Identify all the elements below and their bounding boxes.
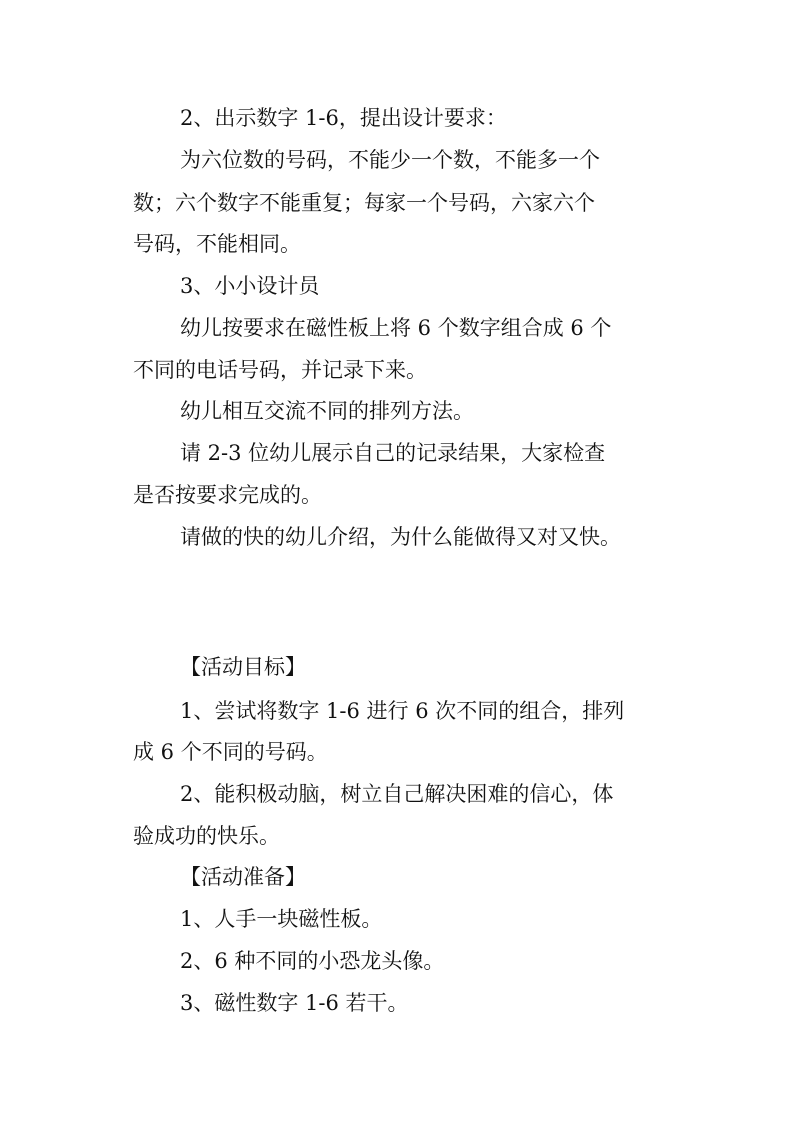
paragraph-line: 3、磁性数字 1-6 若干。 [180,991,409,1015]
paragraph-line: 请 2-3 位幼儿展示自己的记录结果，大家检查 [180,441,606,465]
paragraph-line: 3、小小设计员 [180,274,320,298]
paragraph-line: 数；六个数字不能重复；每家一个号码，六家六个 [133,191,595,215]
paragraph-line: 1、尝试将数字 1-6 进行 6 次不同的组合，排列 [180,699,625,723]
section-heading: 【活动目标】 [180,655,306,679]
paragraph-line: 2、能积极动脑，树立自己解决困难的信心，体 [180,782,614,806]
paragraph-line: 验成功的快乐。 [133,824,280,848]
paragraph-line: 是否按要求完成的。 [133,483,322,507]
paragraph-line: 成 6 个不同的号码。 [133,740,328,764]
paragraph-line: 2、出示数字 1-6，提出设计要求： [180,106,507,130]
paragraph-line: 2、6 种不同的小恐龙头像。 [180,949,445,973]
paragraph-line: 1、人手一块磁性板。 [180,907,383,931]
section-heading: 【活动准备】 [180,865,306,889]
paragraph-line: 请做的快的幼儿介绍，为什么能做得又对又快。 [180,525,621,549]
paragraph-line: 幼儿相互交流不同的排列方法。 [180,399,474,423]
paragraph-line: 幼儿按要求在磁性板上将 6 个数字组合成 6 个 [180,316,612,340]
paragraph-line: 不同的电话号码，并记录下来。 [133,358,427,382]
paragraph-line: 为六位数的号码，不能少一个数，不能多一个 [180,148,600,172]
paragraph-line: 号码，不能相同。 [133,232,301,256]
